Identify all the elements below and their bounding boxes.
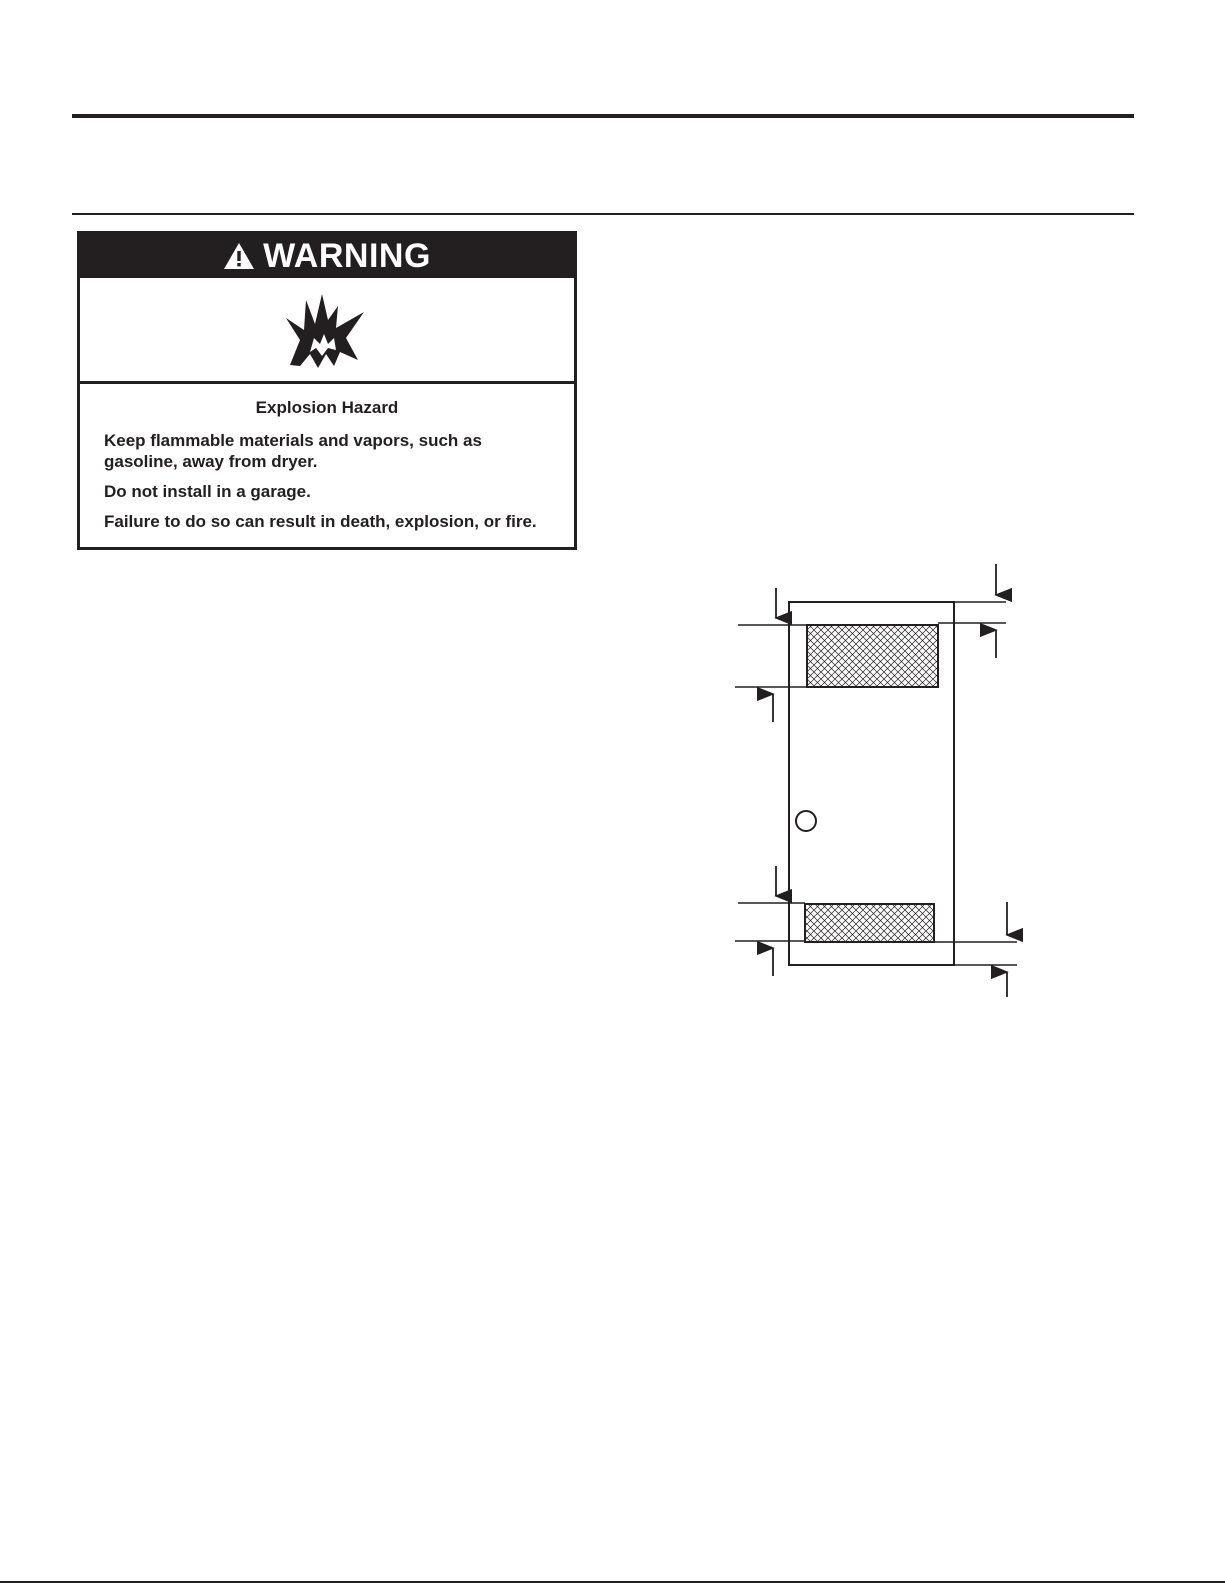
section-rule [72, 213, 1134, 215]
warning-header-label: WARNING [263, 236, 431, 275]
warning-header [80, 234, 574, 278]
warning-line-flammable: Keep flammable materials and vapors, such as gasoline, away from dryer. [104, 431, 482, 471]
top-rule-thick [72, 114, 1134, 118]
warning-line-consequence: Failure to do so can result in death, explosion, or fire. [104, 512, 537, 531]
closet-door-vent-diagram [730, 560, 1030, 1000]
explosion-icon [282, 290, 372, 370]
bottom-vent-opening [805, 904, 934, 942]
hazard-title: Explosion Hazard [255, 398, 399, 417]
warning-line-garage: Do not install in a garage. [104, 482, 311, 501]
left-dimension-lines [735, 625, 807, 941]
door-knob [796, 811, 816, 831]
right-dimension-lines [934, 602, 1017, 965]
top-vent-opening [807, 625, 938, 687]
alert-triangle-icon [223, 242, 255, 270]
warning-box [77, 231, 577, 550]
warning-symbol-area [80, 278, 574, 384]
warning-text-area [80, 384, 574, 532]
footer-rule [0, 1581, 1225, 1583]
